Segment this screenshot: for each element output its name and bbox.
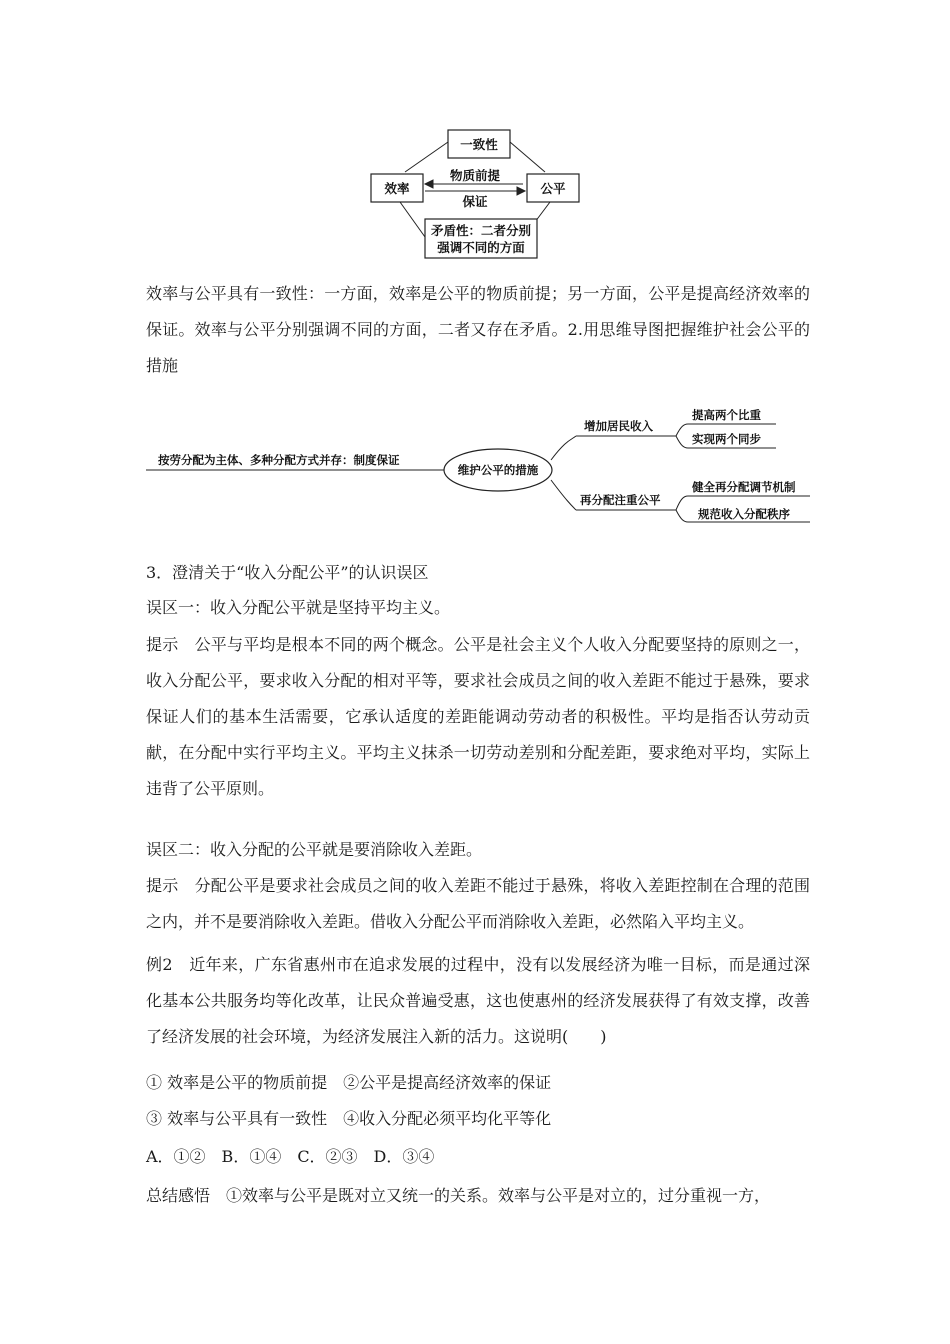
material-premise-label: 物质前提 bbox=[449, 168, 501, 183]
fairness-measures-mindmap bbox=[146, 400, 816, 530]
efficiency-fairness-diagram bbox=[365, 122, 585, 262]
contradiction-line2: 强调不同的方面 bbox=[437, 240, 525, 255]
fairness-label: 公平 bbox=[540, 181, 566, 196]
center-node-label: 维护公平的措施 bbox=[457, 463, 539, 477]
myth-2: 误区二：收入分配的公平就是要消除收入差距。 bbox=[146, 840, 483, 859]
hint-2: 提示 分配公平是要求社会成员之间的收入差距不能过于悬殊，将收入差距控制在合理的范围之内，并不是要消除收入差距。借收入分配公平而消除收入差距，必然陷入平均主义。 bbox=[146, 876, 810, 931]
guarantee-label: 保证 bbox=[462, 194, 488, 209]
answer-choices: A．①② B．①④ C．②③ D．③④ bbox=[146, 1147, 435, 1166]
example-2: 例2 近年来，广东省惠州市在追求发展的过程中，没有以发展经济为唯一目标，而是通过深化基本公共服务均等化改革，让民众普遍受惠，这也使惠州的经济发展获得了有效支撑，改善了经济发展的社会环境，为经济发展注入新的活力。这说明( ) bbox=[146, 955, 810, 1046]
leaf-raise-two-ratios: 提高两个比重 bbox=[692, 408, 761, 422]
myth-1: 误区一：收入分配公平就是坚持平均主义。 bbox=[146, 598, 451, 617]
distribution-system-branch: 按劳分配为主体、多种分配方式并存：制度保证 bbox=[158, 453, 400, 467]
options-line-2: ③ 效率与公平具有一致性 ④收入分配必须平均化平等化 bbox=[146, 1109, 552, 1128]
branch-increase-income: 增加居民收入 bbox=[584, 419, 653, 433]
leaf-regulate-distribution-order: 规范收入分配秩序 bbox=[698, 507, 790, 521]
summary-insight: 总结感悟 ①效率与公平是既对立又统一的关系。效率与公平是对立的，过分重视一方， bbox=[146, 1186, 771, 1205]
leaf-redistribution-mechanism: 健全再分配调节机制 bbox=[692, 480, 796, 494]
leaf-two-synchronizations: 实现两个同步 bbox=[692, 432, 761, 446]
options-line-1: ① 效率是公平的物质前提 ②公平是提高经济效率的保证 bbox=[146, 1073, 552, 1092]
hint-1: 提示 公平与平均是根本不同的两个概念。公平是社会主义个人收入分配要坚持的原则之一，收入分配公平，要求收入分配的相对平等，要求社会成员之间的收入差距不能过于悬殊，要求保证人们的基本生活需要，它承认适度的差距能调动劳动者的积极性。平均是指否认劳动贡献，在分配中实行平均主义。平均主义抹杀一切劳动差别和分配差距，要求绝对平均，实际上违背了公平原则。 bbox=[146, 635, 810, 798]
paragraph-efficiency-fairness: 效率与公平具有一致性：一方面，效率是公平的物质前提；另一方面，公平是提高经济效率的保证。效率与公平分别强调不同的方面，二者又存在矛盾。2.用思维导图把握维护社会公平的措施 bbox=[146, 284, 810, 375]
contradiction-line1: 矛盾性：二者分别 bbox=[430, 223, 532, 238]
branch-redistribution: 再分配注重公平 bbox=[580, 493, 661, 507]
section-3-title: 3．澄清关于“收入分配公平”的认识误区 bbox=[146, 563, 429, 582]
consistency-label: 一致性 bbox=[460, 137, 498, 152]
efficiency-label: 效率 bbox=[384, 181, 410, 196]
